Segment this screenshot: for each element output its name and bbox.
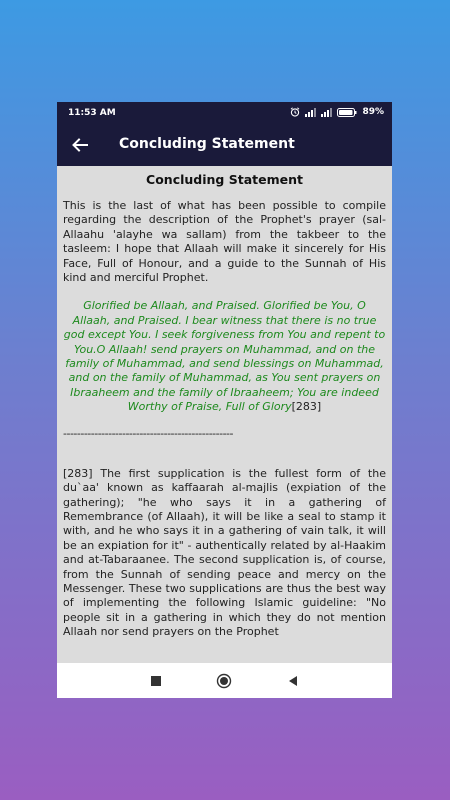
status-icons	[290, 107, 384, 117]
recents-square-icon[interactable]	[148, 673, 164, 689]
back-triangle-icon[interactable]	[285, 673, 301, 689]
phone-screen	[57, 102, 392, 698]
signal-icon	[305, 108, 316, 117]
intro-paragraph: This is the last of what has been possible to compile regarding the description of the Prophet's prayer (sal-Allaahu 'alayhe wa sallam) from the takbeer to the tasleem: I hope that Allaah will make it sincerely for His Face, Full of Honour, and a guide to the Sunnah of His kind and merciful Prophet.	[63, 199, 386, 285]
content-scroll	[57, 166, 392, 640]
dua-text	[63, 299, 386, 414]
status-time: 11:53 AM	[68, 108, 116, 118]
app-bar	[57, 124, 392, 166]
footnote-paragraph: [283] The first supplication is the fullest form of the du`aa' known as kaffaarah al-majlis (expiation of the gathering); "he who says it in a gathering of Remembrance (of Allaah), it will be like a seal to stamp it with, and he who says it in a gathering of vain talk, it will be an expiation for it" - authentically related by al-Haakim and at-Tabaraanee. The second supplication is, of course, from the Sunnah of sending peace and mercy on the Messenger. These two supplications are thus the best way of implementing the following Islamic guideline: "No people sit in a gathering in which they do not mention Allaah nor send prayers on the Prophet	[63, 466, 386, 639]
signal-icon	[321, 108, 332, 117]
app-title: Concluding Statement	[119, 136, 295, 152]
alarm-icon	[290, 107, 300, 117]
page-title: Concluding Statement	[146, 172, 303, 187]
content-area[interactable]	[57, 166, 392, 663]
status-bar	[57, 102, 392, 124]
navigation-bar	[57, 663, 392, 698]
footnote-divider: -------------------------------------------------	[63, 426, 233, 440]
battery-icon	[337, 108, 357, 117]
battery-percent: 89%	[362, 107, 384, 117]
dua-body: Glorified be Allaah, and Praised. Glorified be You, O Allaah, and Praised. I bear witness that there is no true god except You. I seek forgiveness from You and repent to You.O Allaah! send prayers on Muhammad, and on the family of Muhammad, and send blessings on Muhammad, and on the family of Muhammad, as You sent prayers on Ibraaheem and the family of Ibraaheem; You are indeed Worthy of Praise, Full of Glory	[63, 299, 386, 414]
footnote-reference-link[interactable]: [283]	[291, 400, 322, 414]
home-circle-icon[interactable]	[216, 673, 232, 689]
back-arrow-icon[interactable]	[69, 134, 91, 156]
